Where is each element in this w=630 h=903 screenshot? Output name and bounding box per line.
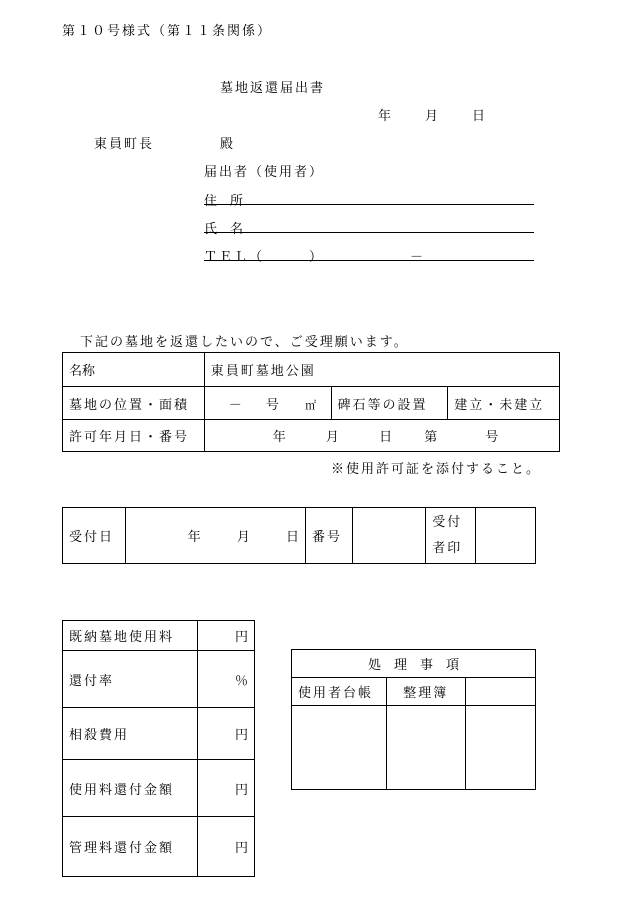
- address-label: 住 所: [204, 194, 244, 209]
- fee-label-cell: [63, 651, 198, 708]
- reception-row: [63, 508, 536, 564]
- location-label-cell: [63, 387, 205, 420]
- reception-number-value-cell[interactable]: [352, 508, 425, 564]
- permit-value-cell[interactable]: [204, 420, 559, 452]
- form-number: 第１０号様式（第１１条関係）: [62, 24, 273, 39]
- processing-col2-header: [386, 678, 465, 706]
- fee-row: [63, 760, 255, 817]
- fee-value-cell[interactable]: [197, 760, 254, 817]
- fee-label: 既納墓地使用料: [69, 630, 175, 645]
- address-field[interactable]: [204, 204, 534, 205]
- receiver-label-cell: [426, 508, 476, 564]
- receiver-label-line1: 受付: [432, 514, 463, 530]
- addressee-honorific: 殿: [220, 137, 234, 152]
- receiver-label-line2: 者印: [432, 540, 463, 556]
- document-title: 墓地返還届出書: [220, 81, 326, 96]
- processing-col3-header: [465, 678, 535, 706]
- reception-date-label: 受付日: [69, 530, 115, 545]
- fee-unit: 円: [234, 782, 248, 798]
- fee-value-cell[interactable]: [197, 817, 254, 877]
- fee-label: 還付率: [69, 673, 115, 689]
- fee-row: [63, 817, 255, 877]
- details-row-permit: [63, 420, 560, 452]
- receiver-seal-cell[interactable]: [475, 508, 535, 564]
- reception-month: 月: [236, 530, 250, 545]
- fee-row: [63, 621, 255, 651]
- fee-value-cell[interactable]: [197, 708, 254, 760]
- permit-year: 年: [272, 430, 286, 445]
- reception-year: 年: [187, 530, 201, 545]
- reception-table: [62, 507, 536, 564]
- fee-row: [63, 708, 255, 760]
- reception-number-label: 番号: [312, 530, 343, 545]
- date-day: 日: [472, 109, 486, 124]
- permit-go: 号: [485, 430, 499, 445]
- fee-unit: 円: [234, 728, 248, 743]
- statement: 下記の墓地を返還したいので、ご受理願います。: [80, 335, 409, 350]
- fee-row: [63, 651, 255, 708]
- processing-title-cell: [292, 650, 536, 678]
- permit-label-cell: [63, 420, 205, 452]
- reception-day: 日: [286, 530, 300, 545]
- permit-day: 日: [379, 430, 393, 445]
- location-label: 墓地の位置・面積: [69, 397, 190, 413]
- register-entry[interactable]: [386, 706, 465, 790]
- tel-field[interactable]: [204, 260, 534, 261]
- attachment-note: ※使用許可証を添付すること。: [331, 462, 542, 477]
- name-label-cell: [63, 353, 205, 387]
- tel-label: ＴＥＬ（ ）: [204, 250, 325, 265]
- monument-label: 碑石等の設置: [337, 397, 428, 413]
- applicant-heading: 届出者（使用者）: [204, 165, 325, 180]
- reception-date-value-cell[interactable]: [125, 508, 305, 564]
- fee-label-cell: [63, 817, 198, 877]
- date-month: 月: [425, 109, 439, 124]
- processing-title-row: [292, 650, 536, 678]
- name-label: 氏 名: [204, 222, 244, 237]
- details-row-location: [63, 387, 560, 420]
- user-ledger-entry[interactable]: [292, 706, 387, 790]
- fee-unit: 円: [234, 841, 248, 856]
- fee-label: 管理料還付金額: [69, 841, 175, 856]
- processing-entry-row: [292, 706, 536, 790]
- fees-table: [62, 620, 255, 877]
- fee-value-cell[interactable]: [197, 651, 254, 708]
- fee-unit: ％: [234, 673, 248, 689]
- date-year: 年: [378, 109, 392, 124]
- monument-label-cell: [331, 387, 448, 420]
- monument-value-cell[interactable]: [448, 387, 560, 420]
- fee-value-cell[interactable]: [197, 621, 254, 651]
- name-value-cell: [204, 353, 559, 387]
- register-label: 整理簿: [403, 686, 449, 701]
- permit-label: 許可年月日・番号: [69, 430, 190, 445]
- user-ledger-label: 使用者台帳: [298, 686, 374, 701]
- fee-label: 相殺費用: [69, 728, 130, 743]
- tel-dash: －: [410, 250, 424, 265]
- extra-entry[interactable]: [465, 706, 535, 790]
- location-area-unit: ㎡: [305, 398, 317, 412]
- location-number-unit: 号: [265, 397, 279, 413]
- addressee-name: 東員町長: [94, 137, 155, 152]
- fee-label: 使用料還付金額: [69, 782, 175, 798]
- location-dash: －: [228, 397, 242, 413]
- monument-value: 建立・未建立: [454, 397, 545, 413]
- permit-dai: 第: [424, 430, 438, 445]
- processing-table: [291, 649, 536, 790]
- name-field[interactable]: [204, 232, 534, 233]
- fee-label-cell: [63, 708, 198, 760]
- permit-month: 月: [325, 430, 339, 445]
- details-table: [62, 352, 560, 452]
- processing-title: 処 理 事 項: [367, 658, 459, 673]
- location-value-cell[interactable]: [204, 387, 331, 420]
- reception-number-label-cell: [306, 508, 353, 564]
- name-cell-label: 名称: [69, 364, 96, 379]
- fee-unit: 円: [234, 630, 248, 645]
- cemetery-name: 東員町墓地公園: [210, 364, 316, 379]
- processing-header-row: [292, 678, 536, 706]
- fee-label-cell: [63, 621, 198, 651]
- reception-date-label-cell: [63, 508, 126, 564]
- details-row-name: [63, 353, 560, 387]
- fee-label-cell: [63, 760, 198, 817]
- processing-col1-header: [292, 678, 387, 706]
